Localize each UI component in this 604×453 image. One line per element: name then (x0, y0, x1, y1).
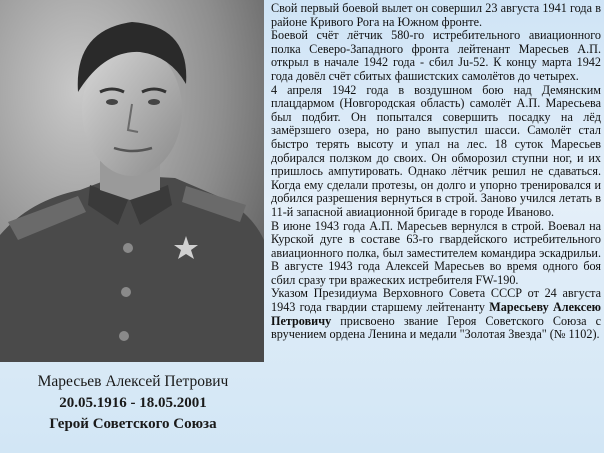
decree-text: Указом Президиума Верховного Совета СССР от 24 августа 1943 года гвардии старшему лейтенанту (271, 286, 601, 315)
decree-text-end: присвоено звание Героя Советского Союза с вручением ордена Ленина и медали "Золотая Звезда" (№ 1102). (271, 313, 601, 342)
bio-paragraph: В июне 1943 года А.П. Маресьев вернулся в строй. Воевал на Курской дуге в составе 63-го гвардейского истребительного авиационного полка, был заместителем командира эскадрильи. В августе 1943 года Алексей Маресьев во время одного боя сбил сразу три вражеских истребителя FW-190. (271, 218, 601, 287)
bio-paragraph: Боевой счёт лётчик 580-го истребительного авиационного полка Северо-Западного фронта лейтенант Маресьев А.П. открыл в начале 1942 года - сбил Ju-52. К концу марта 1942 года довёл счёт сбитых фашистских самолётов до четырех. (271, 28, 601, 83)
bio-paragraph: Свой первый боевой вылет он совершил 23 августа 1941 года в районе Кривого Рога на Южном фронте. (271, 1, 601, 29)
bio-paragraph: 4 апреля 1942 года в воздушном бою над Демянским плацдармом (Новгородская область) самолёт А.П. Маресьева был подбит. Он попытался совершить посадку на лёд замёрзшего озера, но рано выпустил шасси. Самолёт стал быстро терять высоту и упал на лес. 18 суток Маресьев добирался ползком до своих. Он обморозил ступни ног, и их пришлось ампутировать. Однако лётчик решил не сдаваться. Когда ему сделали протезы, он долго и упорно тренировался и добился разрешения вернуться в строй. Заново учился летать в 11-й запасной авиационной бригаде в городе Иваново. (271, 82, 601, 219)
bio-paragraph (271, 287, 601, 341)
honor-title: Герой Советского Союза (49, 416, 217, 432)
portrait-photo (0, 0, 264, 362)
life-dates: 20.05.1916 - 18.05.2001 (59, 395, 207, 411)
portrait-caption (0, 372, 266, 434)
biography-text (271, 2, 601, 342)
hero-name-bold: Маресьеву Алексею Петровичу (271, 300, 601, 328)
person-name: Маресьев Алексей Петрович (37, 373, 229, 390)
